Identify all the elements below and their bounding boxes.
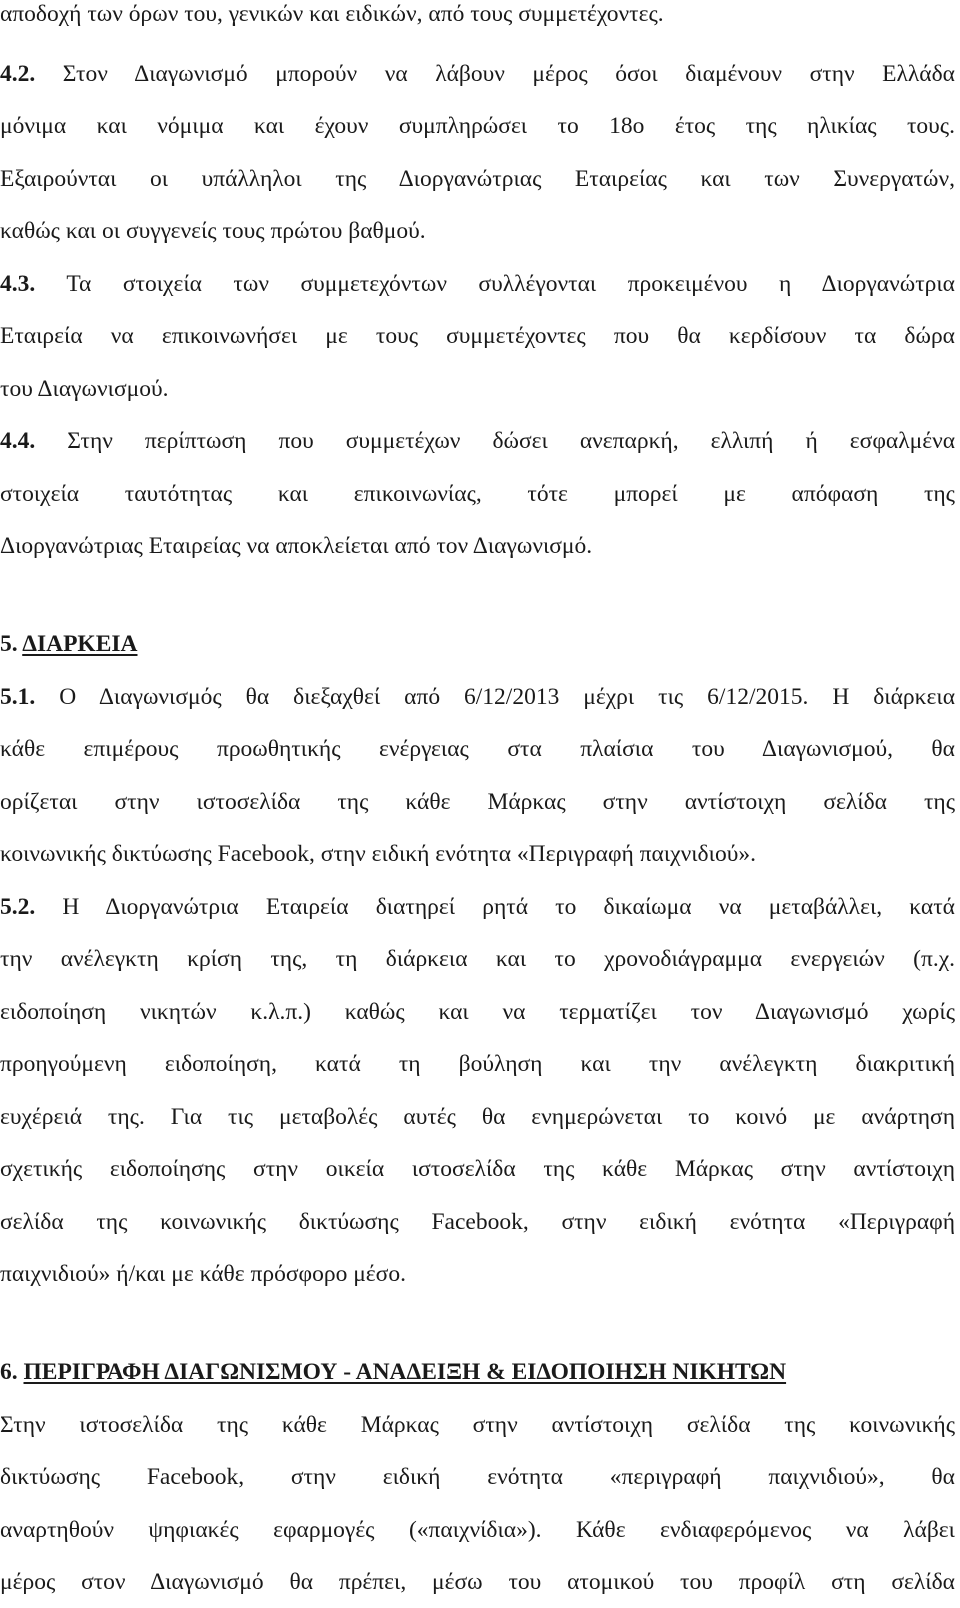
paragraph-line: Εταιρεία να επικοινωνήσει με τους συμμετέχοντες που θα κερδίσουν τα δώρα	[0, 323, 955, 349]
paragraph-line: ευχέρειά της. Για τις μεταβολές αυτές θα ενημερώνεται το κοινό με ανάρτηση	[0, 1104, 955, 1130]
clause-4-4-line: 4.4. Στην περίπτωση που συμμετέχων δώσει ανεπαρκή, ελλιπή ή εσφαλμένα	[0, 428, 955, 454]
paragraph-line: Στην ιστοσελίδα της κάθε Μάρκας στην αντίστοιχη σελίδα της κοινωνικής	[0, 1412, 955, 1438]
section-5-heading: 5. ΔΙΑΡΚΕΙΑ	[0, 631, 138, 657]
paragraph-line: σχετικής ειδοποίησης στην οικεία ιστοσελίδα της κάθε Μάρκας στην αντίστοιχη	[0, 1156, 955, 1182]
paragraph-line: καθώς και οι συγγενείς τους πρώτου βαθμού.	[0, 218, 426, 244]
clause-5-2-line: 5.2. Η Διοργανώτρια Εταιρεία διατηρεί ρητά το δικαίωμα να μεταβάλλει, κατά	[0, 894, 955, 920]
paragraph-line: στοιχεία ταυτότητας και επικοινωνίας, τότε μπορεί με απόφαση της	[0, 481, 955, 507]
clause-4-3-line: 4.3. Τα στοιχεία των συμμετεχόντων συλλέγονται προκειμένου η Διοργανώτρια	[0, 271, 955, 297]
paragraph-line: κάθε επιμέρους προωθητικής ενέργειας στα πλαίσια του Διαγωνισμού, θα	[0, 736, 955, 762]
paragraph-line: ειδοποίηση νικητών κ.λ.π.) καθώς και να τερματίζει τον Διαγωνισμό χωρίς	[0, 999, 955, 1025]
clause-number: 4.2.	[0, 61, 36, 87]
paragraph-line: αποδοχή των όρων του, γενικών και ειδικών, από τους συμμετέχοντες.	[0, 1, 664, 27]
clause-number: 4.3.	[0, 271, 36, 297]
paragraph-line: παιχνιδιού» ή/και με κάθε πρόσφορο μέσο.	[0, 1261, 406, 1287]
clause-4-2-line: 4.2. Στον Διαγωνισμό μπορούν να λάβουν μέρος όσοι διαμένουν στην Ελλάδα	[0, 61, 955, 87]
paragraph-line: Διοργανώτριας Εταιρείας να αποκλείεται από τον Διαγωνισμό.	[0, 533, 593, 559]
clause-number: 5.2.	[0, 894, 36, 920]
paragraph-line: την ανέλεγκτη κρίση της, τη διάρκεια και το χρονοδιάγραμμα ενεργειών (π.χ.	[0, 946, 955, 972]
clause-number: 4.4.	[0, 428, 36, 454]
paragraph-line: μέρος στον Διαγωνισμό θα πρέπει, μέσω του ατομικού του προφίλ στη σελίδα	[0, 1569, 955, 1595]
clause-number: 5.1.	[0, 684, 36, 710]
paragraph-line: του Διαγωνισμού.	[0, 376, 169, 402]
paragraph-line: αναρτηθούν ψηφιακές εφαρμογές («παιχνίδια»). Κάθε ενδιαφερόμενος να λάβει	[0, 1517, 955, 1543]
paragraph-line: Εξαιρούνται οι υπάλληλοι της Διοργανώτριας Εταιρείας και των Συνεργατών,	[0, 166, 955, 192]
paragraph-line: σελίδα της κοινωνικής δικτύωσης Facebook, στην ειδική ενότητα «Περιγραφή	[0, 1209, 955, 1235]
paragraph-line: μόνιμα και νόμιμα και έχουν συμπληρώσει το 18ο έτος της ηλικίας τους.	[0, 113, 955, 139]
section-6-heading: 6. ΠΕΡΙΓΡΑΦΗ ΔΙΑΓΩΝΙΣΜΟΥ - ΑΝΑΔΕΙΞΗ & ΕΙΔΟΠΟΙΗΣΗ ΝΙΚΗΤΩΝ	[0, 1359, 787, 1385]
clause-5-1-line: 5.1. Ο Διαγωνισμός θα διεξαχθεί από 6/12/2013 μέχρι τις 6/12/2015. Η διάρκεια	[0, 684, 955, 710]
paragraph-line: κοινωνικής δικτύωσης Facebook, στην ειδική ενότητα «Περιγραφή παιχνιδιού».	[0, 841, 756, 867]
paragraph-line: ορίζεται στην ιστοσελίδα της κάθε Μάρκας στην αντίστοιχη σελίδα της	[0, 789, 955, 815]
paragraph-line: προηγούμενη ειδοποίηση, κατά τη βούληση και την ανέλεγκτη διακριτική	[0, 1051, 955, 1077]
paragraph-line: δικτύωσης Facebook, στην ειδική ενότητα «περιγραφή παιχνιδιού», θα	[0, 1464, 955, 1490]
